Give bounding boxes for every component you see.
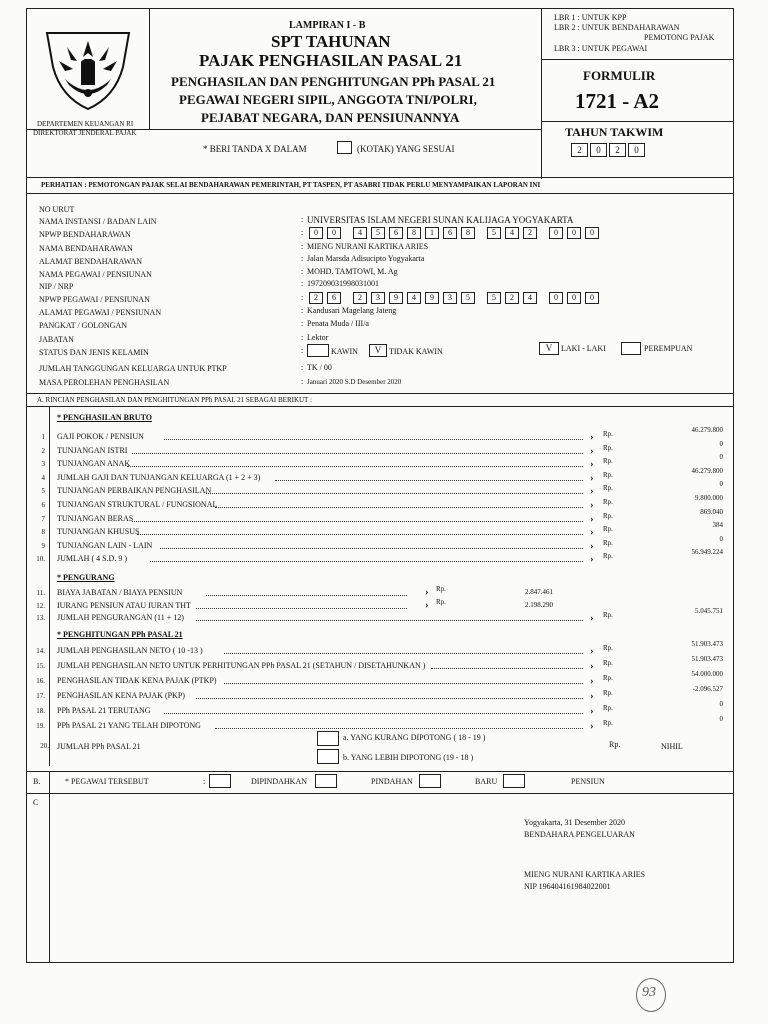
tahun-digit-box: 0: [590, 143, 607, 157]
kemenkeu-emblem-icon: [41, 27, 135, 113]
colon-section-b: :: [203, 777, 206, 786]
row-rp: Rp.: [436, 597, 446, 606]
dotted-leader: [127, 466, 583, 467]
row-value: 9.800.000: [695, 494, 723, 502]
lbr2-label: LBR 2 : UNTUK BENDAHARAWAN: [554, 23, 680, 32]
row-value: 869.040: [700, 507, 723, 516]
npwp-digit-box: 3: [443, 292, 457, 304]
section-a-title: A. RINCIAN PENGHASILAN DAN PENGHITUNGAN PPh PASAL 21 SEBAGAI BERIKUT :: [37, 396, 312, 404]
dotted-leader: [275, 480, 583, 481]
bruto-title: * PENGHASILAN BRUTO: [57, 413, 152, 422]
row-value: 2.847.461: [525, 588, 553, 596]
colon-nama-peg: :: [301, 267, 304, 276]
spt-form: [26, 8, 734, 963]
alamat-pegawai-value: Kandusari Magelang Jateng: [307, 306, 397, 315]
dept-name: DEPARTEMEN KEUANGAN RI: [37, 120, 134, 128]
row-label: IURANG PENSIUN ATAU IURAN THT: [57, 600, 191, 610]
ptkp-label: JUMLAH TANGGUNGAN KELUARGA UNTUK PTKP: [39, 364, 227, 373]
row-rp: Rp.: [603, 674, 613, 682]
row-rp: Rp.: [436, 585, 446, 593]
row-label: TUNJANGAN BERAS: [57, 513, 134, 523]
colon-npwp-bend: :: [301, 228, 304, 237]
arrow-icon: ›: [590, 690, 594, 702]
row-number: 11.: [36, 589, 45, 597]
lbr3-label: LBR 3 : UNTUK PEGAWAI: [554, 44, 648, 53]
npwp-digit-box: 8: [461, 227, 475, 239]
row-value: 56.949.224: [691, 548, 723, 557]
arrow-icon: ›: [590, 539, 594, 552]
npwp-digit-box: 4: [353, 227, 367, 239]
dotted-leader: [196, 608, 407, 609]
colon-nip: :: [301, 279, 304, 288]
row-number: 7: [41, 514, 45, 523]
arrow-icon: ›: [590, 499, 594, 511]
row-label: PENGHASILAN KENA PAJAK (PKP): [57, 691, 185, 700]
nama-bendaharawan-value: MIENG NURANI KARTIKA ARIES: [307, 242, 429, 251]
row-20-rp: Rp.: [609, 740, 621, 749]
row-value: 384: [712, 521, 723, 530]
tahun-digit-box: 2: [609, 143, 626, 157]
form-subtitle-3: PEJABAT NEGARA, DAN PENSIUNANNYA: [201, 110, 460, 125]
instansi-label: NAMA INSTANSI / BADAN LAIN: [39, 217, 157, 226]
row-20-value: NIHIL: [661, 742, 683, 751]
arrow-icon: ›: [425, 586, 429, 598]
nama-pegawai-label: NAMA PEGAWAI / PENSIUNAN: [39, 270, 152, 279]
npwp-digit-box: 9: [425, 292, 439, 304]
nama-pegawai-value: MOHD. TAMTOWI, M. Ag: [307, 267, 398, 276]
dotted-leader: [215, 507, 583, 508]
dotted-leader: [431, 668, 583, 669]
arrow-icon: ›: [590, 660, 594, 672]
lebih-dipotong-checkbox[interactable]: [317, 749, 339, 764]
colon-nama-bend: :: [301, 242, 304, 251]
laki-laki-checkbox[interactable]: V: [539, 342, 559, 355]
dipindahkan-box-2[interactable]: [315, 774, 337, 788]
dotted-leader: [164, 439, 583, 440]
npwp-digit-box: 0: [585, 227, 599, 239]
tahun-digit-box: 0: [628, 143, 645, 157]
colon-ptkp: :: [301, 363, 304, 372]
row-number: 10.: [36, 555, 45, 564]
row-rp: Rp.: [603, 498, 613, 506]
arrow-icon: ›: [590, 553, 594, 566]
colon-npwp-peg: :: [301, 293, 304, 302]
row-value: 0: [719, 439, 723, 448]
pegawai-tersebut-label: * PEGAWAI TERSEBUT: [65, 777, 149, 786]
arrow-icon: ›: [590, 512, 594, 525]
row-rp: Rp.: [603, 704, 613, 712]
dotted-leader: [196, 698, 583, 699]
colon-alamat-bend: :: [301, 254, 304, 263]
section-c-letter: C: [33, 798, 39, 807]
row-label: TUNJANGAN PERBAIKAN PENGHASILAN: [57, 486, 212, 496]
arrow-icon: ›: [590, 458, 594, 471]
ptkp-value: TK / 00: [307, 363, 332, 372]
alamat-bendaharawan-value: Jalan Marsda Adisucipto Yogyakarta: [307, 254, 425, 263]
arrow-icon: ›: [590, 485, 594, 498]
npwp-digit-box: 0: [567, 292, 581, 304]
row-rp: Rp.: [603, 511, 613, 520]
kurang-dipotong-label: a. YANG KURANG DIPOTONG ( 18 - 19 ): [343, 733, 486, 742]
row-label: TUNJANGAN ISTRI: [57, 445, 128, 455]
sign-name: MIENG NURANI KARTIKA ARIES: [524, 870, 646, 879]
instruction-star: *: [203, 144, 208, 154]
row-number: 6: [41, 501, 45, 509]
colon-alamat-peg: :: [301, 306, 304, 315]
form-subtitle-1: PENGHASILAN DAN PENGHITUNGAN PPh PASAL 21: [171, 74, 496, 89]
row-value: 0: [719, 480, 723, 489]
dipindahkan-checkbox[interactable]: [209, 774, 231, 788]
pangkat-value: Penata Muda / III/a: [307, 319, 369, 328]
row-rp: Rp.: [603, 689, 613, 697]
row-label: JUMLAH PENGHASILAN NETO ( 10 -13 ): [57, 646, 203, 655]
row-number: 16.: [36, 677, 45, 685]
instansi-value: UNIVERSITAS ISLAM NEGERI SUNAN KALIJAGA YOGYAKARTA: [307, 215, 574, 225]
perempuan-checkbox[interactable]: [621, 342, 641, 355]
colon-masa: :: [301, 377, 304, 386]
nama-bendaharawan-label: NAMA BENDAHARAWAN: [39, 244, 133, 253]
row-label: PENGHASILAN TIDAK KENA PAJAK (PTKP): [57, 676, 217, 685]
row-label: PPh PASAL 21 YANG TELAH DIPOTONG: [57, 721, 201, 730]
form-title: SPT TAHUNAN: [271, 32, 391, 51]
jabatan-value: Lektor: [307, 333, 329, 342]
row-rp: Rp.: [603, 659, 613, 667]
npwp-digit-box: 1: [425, 227, 439, 239]
dotted-leader: [206, 493, 583, 494]
form-title-2: PAJAK PENGHASILAN PASAL 21: [199, 51, 463, 70]
row-label: GAJI POKOK / PENSIUN: [57, 432, 144, 441]
npwp-digit-box: 4: [523, 292, 537, 304]
row-rp: Rp.: [603, 552, 613, 561]
perhatian-notice: PERHATIAN : PEMOTONGAN PAJAK SELAI BENDAHARAWAN PEMERINTAH, PT TASPEN, PT ASABRI TIDAK PERLU MENYAMPAIKAN LAPORAN INI: [41, 181, 541, 189]
row-label: TUNJANGAN KHUSUS: [57, 527, 140, 537]
pangkat-label: PANGKAT / GOLONGAN: [39, 321, 128, 330]
dotted-leader: [137, 534, 583, 535]
row-label: PPh PASAL 21 TERUTANG: [57, 706, 151, 715]
lebih-dipotong-label: b. YANG LEBIH DIPOTONG (19 - 18 ): [343, 753, 474, 762]
arrow-icon: ›: [590, 444, 594, 457]
row-label: JUMLAH GAJI DAN TUNJANGAN KELUARGA (1 + 2 + 3): [57, 472, 261, 482]
section-b-star: *: [65, 777, 69, 786]
row-number: 2: [41, 446, 45, 455]
row-number: 12.: [36, 601, 45, 610]
row-number: 8: [41, 528, 45, 537]
row-label: TUNJANGAN STRUKTURAL / FUNGSIONAL: [57, 500, 218, 509]
tahun-takwim-label: TAHUN TAKWIM: [565, 125, 664, 139]
penghitungan-star: *: [57, 630, 61, 639]
laki-laki-label: LAKI - LAKI: [561, 344, 606, 353]
npwp-bendaharawan-label: NPWP BENDAHARAWAN: [39, 230, 131, 239]
tahun-digit-box: 2: [571, 143, 588, 157]
arrow-icon: ›: [590, 645, 594, 657]
row-value: 46.279.800: [691, 426, 723, 434]
row-value: 51.903.473: [691, 655, 723, 663]
row-value: 0: [719, 534, 723, 543]
row-number: 18.: [36, 707, 45, 715]
row-number: 9: [41, 541, 45, 550]
row-rp: Rp.: [603, 443, 613, 452]
dipindahkan-label: DIPINDAHKAN: [251, 777, 307, 786]
pindahan-label: PINDAHAN: [371, 777, 413, 786]
arrow-icon: ›: [590, 720, 594, 732]
kawin-checkbox[interactable]: [307, 344, 329, 357]
row-rp: Rp.: [603, 719, 613, 727]
row-number: 4: [41, 473, 45, 482]
npwp-digit-box: 8: [407, 227, 421, 239]
npwp-digit-box: 9: [389, 292, 403, 304]
pensiun-label: PENSIUN: [571, 777, 605, 786]
pindahan-checkbox[interactable]: [419, 774, 441, 788]
arrow-icon: ›: [590, 675, 594, 687]
colon-pangkat: :: [301, 319, 304, 328]
row-label: JUMLAH ( 4 S.D. 9 ): [57, 554, 127, 564]
formulir-label: FORMULIR: [583, 68, 656, 83]
penghitungan-title: * PENGHITUNGAN PPh PASAL 21: [57, 630, 183, 639]
arrow-icon: ›: [590, 612, 594, 624]
masa-label: MASA PEROLEHAN PENGHASILAN: [39, 378, 170, 387]
row-value: 0: [719, 715, 723, 723]
dotted-leader: [196, 620, 583, 621]
row-label: TUNJANGAN LAIN - LAIN: [57, 540, 153, 550]
npwp-digit-box: 2: [505, 292, 519, 304]
npwp-digit-box: 0: [549, 227, 563, 239]
row-rp: Rp.: [603, 457, 613, 466]
row-rp: Rp.: [603, 525, 613, 534]
dotted-leader: [224, 653, 583, 654]
section-b-letter: B.: [33, 777, 41, 786]
row-value: 0: [719, 700, 723, 708]
row-value: 0: [719, 453, 723, 462]
row-number: 17.: [36, 692, 45, 700]
sign-role: BENDAHARA PENGELUARAN: [524, 830, 635, 839]
baru-label: BARU: [475, 777, 498, 786]
alamat-pegawai-label: ALAMAT PEGAWAI / PENSIUNAN: [39, 308, 162, 317]
row-20-label: JUMLAH PPh PASAL 21: [57, 742, 141, 751]
page-number: 93: [642, 985, 656, 1000]
npwp-digit-box: 3: [371, 292, 385, 304]
row-label: JUMLAH PENGHASILAN NETO UNTUK PERHITUNGAN PPh PASAL 21 (SETAHUN / DISETAHUNKAN ): [57, 661, 426, 670]
perempuan-label: PEREMPUAN: [644, 344, 693, 353]
dept-directorate: DIREKTORAT JENDERAL PAJAK: [33, 129, 137, 137]
pengurang-title: * PENGURANG: [57, 573, 115, 582]
dotted-leader: [132, 453, 583, 454]
dotted-leader: [132, 521, 583, 522]
row-value: -2.096.527: [692, 685, 723, 693]
arrow-icon: ›: [590, 471, 594, 484]
nip-value: 197209031998031001: [307, 279, 379, 288]
row-rp: Rp.: [603, 611, 613, 619]
jabatan-label: JABATAN: [39, 335, 74, 344]
colon-instansi: :: [301, 215, 304, 224]
dotted-leader: [164, 713, 583, 714]
example-checkbox: [337, 141, 352, 154]
row-number: 5: [41, 487, 45, 496]
npwp-digit-box: 5: [371, 227, 385, 239]
npwp-digit-box: 5: [487, 227, 501, 239]
bruto-star: *: [57, 413, 61, 422]
arrow-icon: ›: [425, 598, 429, 611]
masa-value: Januari 2020 S.D Desember 2020: [307, 378, 402, 386]
arrow-icon: ›: [590, 705, 594, 717]
npwp-digit-box: 2: [523, 227, 537, 239]
alamat-bendaharawan-label: ALAMAT BENDAHARAWAN: [39, 257, 142, 266]
row-value: 54.000.000: [691, 670, 723, 678]
npwp-digit-box: 6: [389, 227, 403, 239]
baru-checkbox[interactable]: [503, 774, 525, 788]
row-rp: Rp.: [603, 470, 613, 479]
tidak-kawin-label: TIDAK KAWIN: [389, 347, 443, 356]
npwp-digit-box: 0: [567, 227, 581, 239]
kurang-dipotong-checkbox[interactable]: [317, 731, 339, 746]
npwp-digit-box: 6: [327, 292, 341, 304]
tidak-kawin-checkbox[interactable]: V: [369, 344, 387, 357]
dotted-leader: [160, 548, 583, 549]
nip-label: NIP / NRP: [39, 282, 74, 291]
npwp-digit-box: 5: [461, 292, 475, 304]
row-value: 46.279.800: [691, 466, 723, 475]
sign-place-date: Yogyakarta, 31 Desember 2020: [524, 818, 625, 827]
row-number: 1: [41, 433, 45, 441]
row-rp: Rp.: [603, 644, 613, 652]
row-number: 14.: [36, 647, 45, 655]
row-number: 19.: [36, 722, 45, 730]
arrow-icon: ›: [590, 526, 594, 539]
row-rp: Rp.: [603, 538, 613, 547]
npwp-digit-box: 4: [407, 292, 421, 304]
lbr2-label-b: PEMOTONG PAJAK: [644, 33, 715, 42]
npwp-digit-box: 0: [585, 292, 599, 304]
lampiran-label: LAMPIRAN I - B: [289, 20, 366, 31]
row-label: TUNJANGAN ANAK: [57, 459, 131, 469]
beri-tanda-instruction: * BERI TANDA X DALAM: [203, 144, 307, 154]
row-number: 3: [41, 460, 45, 469]
arrow-icon: ›: [590, 431, 594, 443]
form-number: 1721 - A2: [575, 89, 659, 113]
row-value: 51.903.473: [691, 640, 723, 648]
colon-status: :: [301, 346, 304, 355]
npwp-digit-box: 4: [505, 227, 519, 239]
row-label: JUMLAH PENGURANGAN (11 + 12): [57, 613, 184, 622]
npwp-digit-box: 0: [309, 227, 323, 239]
row-rp: Rp.: [603, 484, 613, 493]
form-subtitle-2: PEGAWAI NEGERI SIPIL, ANGGOTA TNI/POLRI,: [179, 92, 477, 107]
row-label: BIAYA JABATAN / BIAYA PENSIUN: [57, 588, 183, 597]
row-value: 2.198.290: [525, 600, 553, 609]
row-value: 5.045.751: [695, 607, 723, 615]
npwp-digit-box: 2: [353, 292, 367, 304]
row-number: 15.: [36, 662, 45, 670]
row-rp: Rp.: [603, 430, 613, 438]
pengurang-star: *: [57, 573, 61, 582]
npwp-digit-box: 0: [549, 292, 563, 304]
kawin-label: KAWIN: [331, 347, 358, 356]
dotted-leader: [150, 561, 583, 562]
npwp-digit-box: 6: [443, 227, 457, 239]
sign-nip: NIP 196404161984022001: [524, 882, 611, 891]
kotak-instruction: (KOTAK) YANG SESUAI: [357, 144, 455, 154]
lbr1-label: LBR 1 : UNTUK KPP: [554, 13, 627, 22]
colon-jabatan: :: [301, 333, 304, 342]
npwp-digit-box: 2: [309, 292, 323, 304]
npwp-digit-box: 0: [327, 227, 341, 239]
row-number: 13.: [36, 614, 45, 622]
dotted-leader: [215, 728, 583, 729]
npwp-pegawai-label: NPWP PEGAWAI / PENSIUNAN: [39, 295, 150, 304]
dotted-leader: [224, 683, 583, 684]
status-label: STATUS DAN JENIS KELAMIN: [39, 348, 149, 357]
no-urut-label: NO URUT: [39, 205, 75, 214]
row-20-number: 20.: [40, 742, 49, 750]
dotted-leader: [206, 595, 407, 596]
npwp-digit-box: 5: [487, 292, 501, 304]
